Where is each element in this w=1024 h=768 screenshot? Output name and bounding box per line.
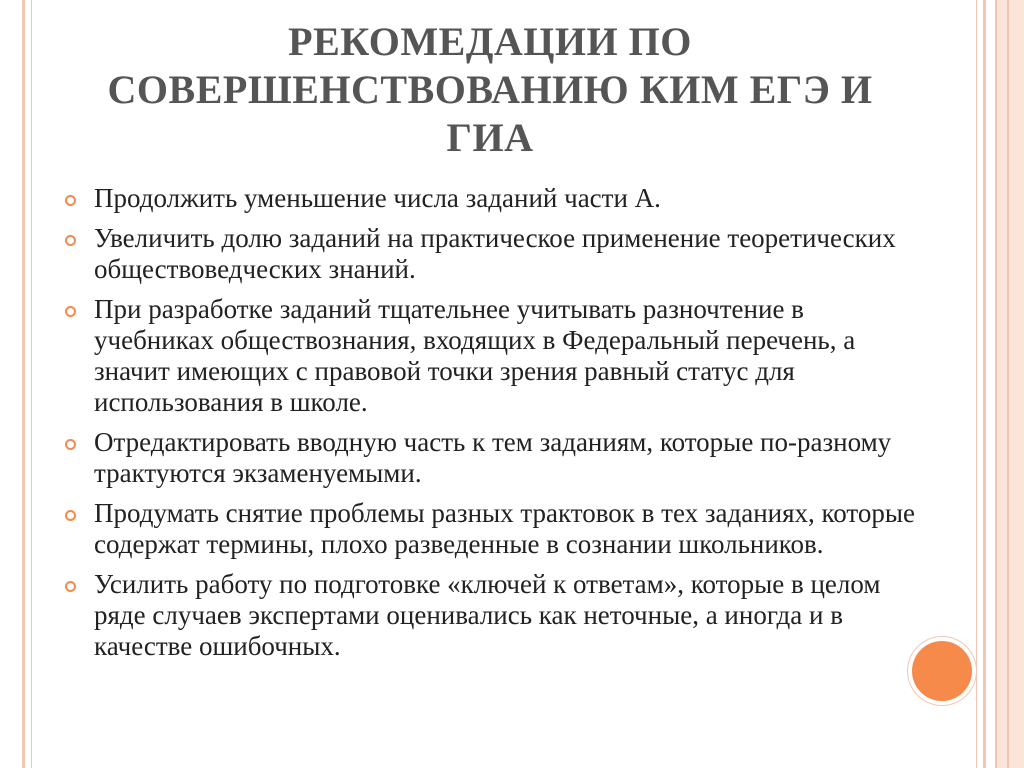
list-item-text: Усилить работу по подготовке «ключей к ответам», которые в целом ряде случаев экспертами оценивались как неточные, а иногда и в качестве ошибочных. xyxy=(94,569,881,661)
recommendations-list xyxy=(60,183,920,671)
circle-bullet-icon xyxy=(65,439,76,450)
title-line-2: СОВЕРШЕНСТВОВАНИЮ КИМ ЕГЭ И xyxy=(107,67,873,112)
list-item-text: Продумать снятие проблемы разных трактовок в тех заданиях, которые содержат термины, плохо разведенные в сознании школьников. xyxy=(94,498,915,559)
list-item xyxy=(60,223,920,285)
circle-bullet-icon xyxy=(65,306,76,317)
list-item-text: Продолжить уменьшение числа заданий части А. xyxy=(94,183,661,213)
list-item xyxy=(60,498,920,560)
title-line-3: ГИА xyxy=(446,115,534,160)
circle-bullet-icon xyxy=(65,235,76,246)
list-item-text: Отредактировать вводную часть к тем заданиям, которые по-разному трактуются экзаменуемыми. xyxy=(94,427,892,488)
list-item xyxy=(60,294,920,418)
right-stripe-line xyxy=(1007,0,1009,768)
circle-bullet-icon xyxy=(65,195,76,206)
list-item xyxy=(60,569,920,662)
list-item-text: Увеличить долю заданий на практическое применение теоретических обществоведческих знаний. xyxy=(94,223,896,284)
title-line-1: РЕКОМЕДАЦИИ ПО xyxy=(288,19,692,64)
orange-circle-icon xyxy=(912,641,972,701)
list-item-text: При разработке заданий тщательнее учитывать разночтение в учебниках обществознания, входящих в Федеральный перечень, а значит имеющих с правовой точки зрения равный статус для использования в школе. xyxy=(94,294,856,417)
slide-title xyxy=(60,18,920,162)
right-decorative-stripe xyxy=(995,0,1024,768)
circle-bullet-icon xyxy=(65,510,76,521)
list-item xyxy=(60,427,920,489)
circle-bullet-icon xyxy=(65,581,76,592)
list-item xyxy=(60,183,920,214)
